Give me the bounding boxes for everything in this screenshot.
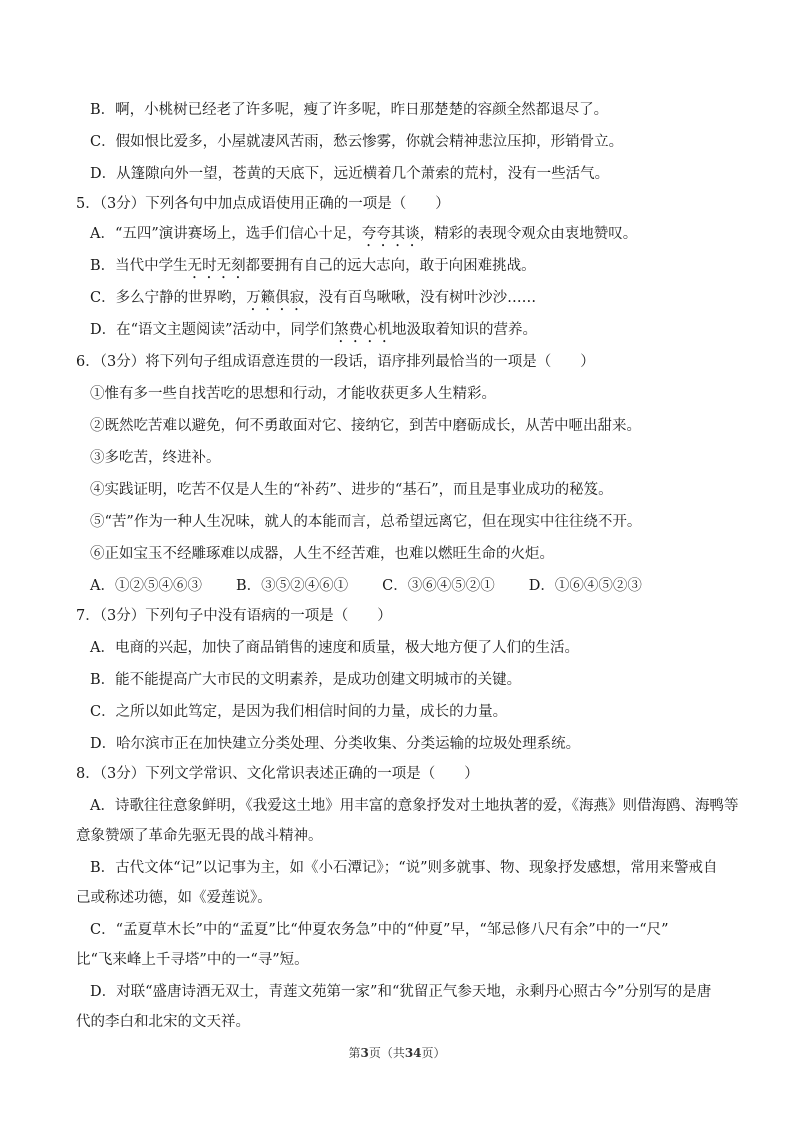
q8-option-c-line1: C．“孟夏草木长”中的“孟夏”比“仲夏农务急”中的“仲夏”早，“邹忌修八尺有余”中的一“尺” xyxy=(90,922,669,938)
q4-option-d: D．从篷隙向外一望，苍黄的天底下，远近横着几个萧索的荒村，没有一些活气。 xyxy=(90,166,610,182)
question-5: 5．（3分）下列各句中加点成语使用正确的一项是（ ） xyxy=(76,196,450,212)
q6-option-d: D．①⑥④⑤②③ xyxy=(528,578,642,594)
question-7: 7．（3分）下列句子中没有语病的一项是（ ） xyxy=(76,608,392,624)
q7-option-c: C．之所以如此笃定，是因为我们相信时间的力量，成长的力量。 xyxy=(90,704,508,720)
q6-option-b: B．③⑤②④⑥① xyxy=(235,578,349,594)
q5-option-c: C．多么宁静的世界哟，万籁俱寂，没有百鸟啾啾，没有树叶沙沙…… xyxy=(90,290,537,306)
q6-option-a: A．①②⑤④⑥③ xyxy=(90,578,202,594)
question-8: 8．（3分）下列文学常识、文化常识表述正确的一项是（ ） xyxy=(76,766,479,782)
q5-option-b: B．当代中学生无时无刻都要拥有自己的远大志向，敢于向困难挑战。 xyxy=(90,258,536,274)
q7-option-d: D．哈尔滨市正在加快建立分类处理、分类收集、分类运输的垃圾处理系统。 xyxy=(90,736,581,752)
q6-sentence-3: ③多吃苦，终进补。 xyxy=(90,450,221,466)
q6-sentence-1: ①惟有多一些自找苦吃的思想和行动，才能收获更多人生精彩。 xyxy=(90,386,496,402)
q7-option-b: B．能不能提高广大市民的文明素养，是成功创建文明城市的关键。 xyxy=(90,672,522,688)
q8-option-a-line1: A．诗歌往往意象鲜明，《我爱这土地》用丰富的意象抒发对土地执著的爱，《海燕》则借海鸥、海鸭等 xyxy=(90,798,739,814)
q8-option-b-line1: B．古代文体“记”以记事为主，如《小石潭记》；“说”则多就事、物、现象抒发感想，常用来警戒自 xyxy=(90,860,718,876)
q6-sentence-2: ②既然吃苦难以避免，何不勇敢面对它、接纳它，到苦中磨砺成长，从苦中咂出甜来。 xyxy=(90,418,641,434)
q8-option-a-line2: 意象赞颂了革命先驱无畏的战斗精神。 xyxy=(76,828,323,844)
q7-option-a: A．电商的兴起，加快了商品销售的速度和质量，极大地方便了人们的生活。 xyxy=(90,640,579,656)
q6-option-c: C．③⑥④⑤②① xyxy=(382,578,495,594)
question-6: 6．（3分）将下列句子组成语意连贯的一段话，语序排列最恰当的一项是（ ） xyxy=(76,354,595,370)
q4-option-c: C．假如恨比爱多，小屋就凄风苦雨，愁云惨雾，你就会精神悲泣压抑，形销骨立。 xyxy=(90,134,624,150)
q6-sentence-5: ⑤“苦”作为一种人生况味，就人的本能而言，总希望远离它，但在现实中往往绕不开。 xyxy=(90,514,642,530)
q8-option-d-line1: D．对联“盛唐诗酒无双士，青莲文苑第一家”和“犹留正气参天地，永剩丹心照古今”分别写的是唐 xyxy=(90,984,712,1000)
q8-option-b-line2: 己或称述功德，如《爱莲说》。 xyxy=(76,890,272,906)
q8-option-c-line2: 比“飞来峰上千寻塔”中的一“寻”短。 xyxy=(76,952,309,968)
q4-option-b: B．啊，小桃树已经老了许多呢，瘦了许多呢，昨日那楚楚的容颜全然都退尽了。 xyxy=(90,102,609,118)
q6-options xyxy=(90,576,720,596)
q8-option-d-line2: 代的李白和北宋的文天祥。 xyxy=(76,1014,250,1030)
q6-sentence-6: ⑥正如宝玉不经雕琢难以成器，人生不经苦难，也难以燃旺生命的火炬。 xyxy=(90,546,554,562)
q5-option-d: D．在“语文主题阅读”活动中，同学们煞费心机地汲取着知识的营养。 xyxy=(90,322,537,338)
q5-option-a: A．“五四”演讲赛场上，选手们信心十足，夸夸其谈，精彩的表现令观众由衷地赞叹。 xyxy=(90,226,638,242)
page-footer: 第3页（共34页） xyxy=(348,1046,446,1060)
q6-sentence-4: ④实践证明，吃苦不仅是人生的“补药”、进步的“基石”，而且是事业成功的秘笈。 xyxy=(90,482,613,498)
